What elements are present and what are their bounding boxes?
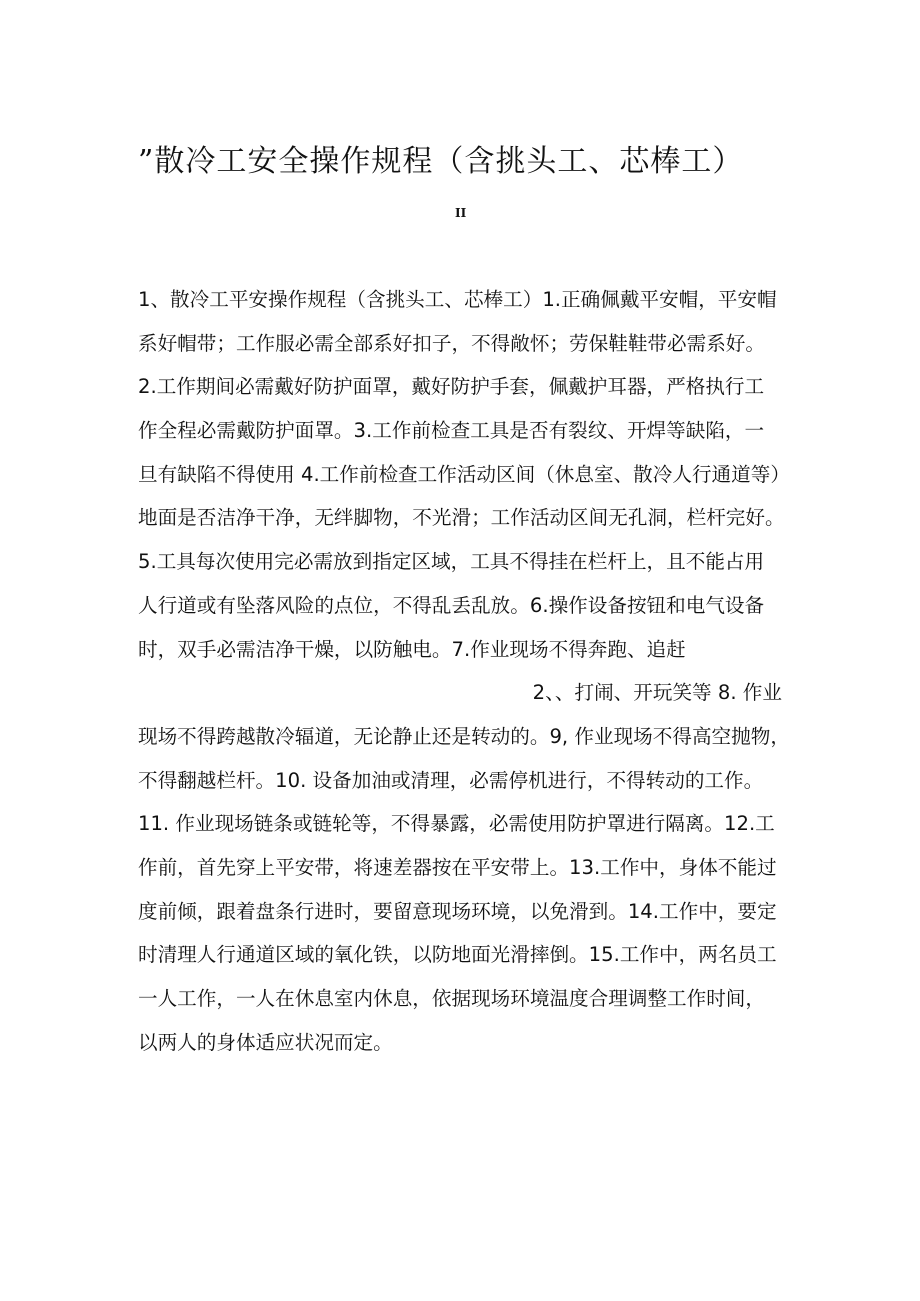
body-line: 旦有缺陷不得使用 4.工作前检查工作活动区间（休息室、散冷人行通道等） [138,462,790,486]
body-line: 时清理人行通道区域的氧化铁，以防地面光滑摔倒。15.工作中，两名员工 [138,943,777,967]
body-line: 1、散冷工平安操作规程（含挑头工、芯棒工）1.正确佩戴平安帽，平安帽 [138,288,777,311]
section-mark: II [455,206,467,220]
body-line: 现场不得跨越散冷辐道，无论静止还是转动的。9, 作业现场不得高空抛物， [138,724,790,748]
document-body [138,278,790,1064]
body-line: 人行道或有坠落风险的点位，不得乱丢乱放。6.操作设备按钮和电气设备 [138,593,765,617]
body-line: 时，双手必需洁净干燥，以防触电。7.作业现场不得奔跑、追赶 [138,637,686,661]
document-title: ”散冷工安全操作规程（含挑头工、芯棒工） [138,144,744,179]
body-line: 地面是否洁净干净，无绊脚物，不光滑；工作活动区间无孔洞，栏杆完好。 [138,506,785,530]
body-line: 2.工作期间必需戴好防护面罩，戴好防护手套，佩戴护耳器，严格执行工 [138,375,765,399]
body-line: 11. 作业现场链条或链轮等，不得暴露，必需使用防护罩进行隔离。12.工 [138,812,775,836]
body-line: 5.工具每次使用完必需放到指定区域，工具不得挂在栏杆上，且不能占用 [138,550,765,574]
body-line: 系好帽带；工作服必需全部系好扣子，不得敞怀；劳保鞋鞋带必需系好。 [138,331,765,355]
body-line: 一人工作，一人在休息室内休息，依据现场环境温度合理调整工作时间， [138,987,765,1010]
body-line: 作前，首先穿上平安带，将速差器按在平安带上。13.工作中，身体不能过 [138,855,777,879]
body-line: 度前倾，跟着盘条行进时，要留意现场环境，以免滑到。14.工作中，要定 [138,899,777,923]
body-line: 不得翻越栏杆。10. 设备加油或清理，必需停机进行，不得转动的工作。 [138,768,764,792]
body-line: 作全程必需戴防护面罩。3.工作前检查工具是否有裂纹、开焊等缺陷，一 [138,419,765,443]
body-line-continuation: 2、、打闹、开玩笑等 8. 作业 [532,681,782,705]
body-line: 以两人的身体适应状况而定。 [138,1030,393,1054]
